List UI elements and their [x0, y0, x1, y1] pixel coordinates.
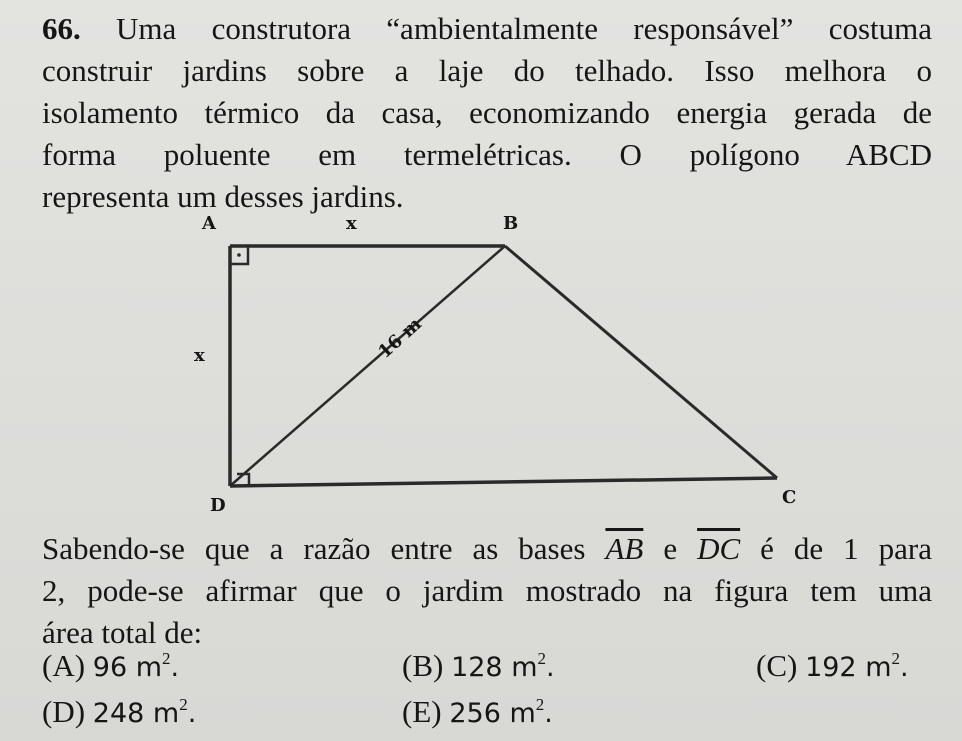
vertex-label-c: C	[782, 487, 797, 508]
option-e[interactable]: (E) 256 $m^2$.	[402, 694, 553, 729]
question-number: 66.	[42, 11, 81, 46]
diagonal-bd	[230, 246, 505, 486]
vertex-label-d: D	[210, 495, 226, 516]
option-c[interactable]: (C) 192 $m^2$.	[756, 648, 909, 683]
side-ab-length-label: x	[346, 213, 357, 234]
right-angle-dot-a	[237, 253, 241, 257]
trapezoid-diagram	[170, 208, 810, 528]
answer-options	[42, 648, 942, 738]
intro-line-2: construir jardins sobre a laje do telhado. Isso melhora o	[42, 53, 932, 88]
trapezoid-figure	[170, 208, 810, 528]
base-ab-symbol: $\overline{AB}$	[605, 531, 644, 566]
vertex-label-b: B	[503, 213, 519, 234]
diagonal-length-label: 16 m	[374, 313, 426, 363]
statement-text-c: é de 1 para	[760, 531, 933, 566]
option-d[interactable]: (D) 248 $m^2$.	[42, 694, 197, 729]
option-a[interactable]: (A) 96 $m^2$.	[42, 648, 180, 683]
vertex-label-a: A	[202, 213, 216, 234]
intro-line-3: isolamento térmico da casa, economizando energia gerada de	[42, 95, 932, 130]
statement-text-b: e	[663, 531, 678, 566]
statement-line-1	[42, 528, 932, 570]
statement-text-a: Sabendo-se que a razão entre as bases	[42, 531, 586, 566]
intro-line-5: representa um desses jardins.	[42, 179, 404, 214]
intro-line-4: forma poluente em termelétricas. O polígono ABCD	[42, 137, 932, 172]
question-statement	[42, 528, 932, 654]
question-intro	[42, 8, 932, 218]
side-ad-length-label: x	[194, 345, 205, 366]
side-cd	[230, 478, 777, 486]
statement-line-3: área total de:	[42, 615, 203, 650]
statement-line-2: 2, pode-se afirmar que o jardim mostrado na figura tem uma	[42, 573, 932, 608]
intro-line-1-text: Uma construtora “ambientalmente responsável” costuma	[116, 11, 932, 46]
base-dc-symbol: $\overline{DC}$	[697, 531, 741, 566]
intro-line-1	[42, 8, 932, 50]
option-b[interactable]: (B) 128 $m^2$.	[402, 648, 555, 683]
side-bc	[505, 246, 777, 478]
